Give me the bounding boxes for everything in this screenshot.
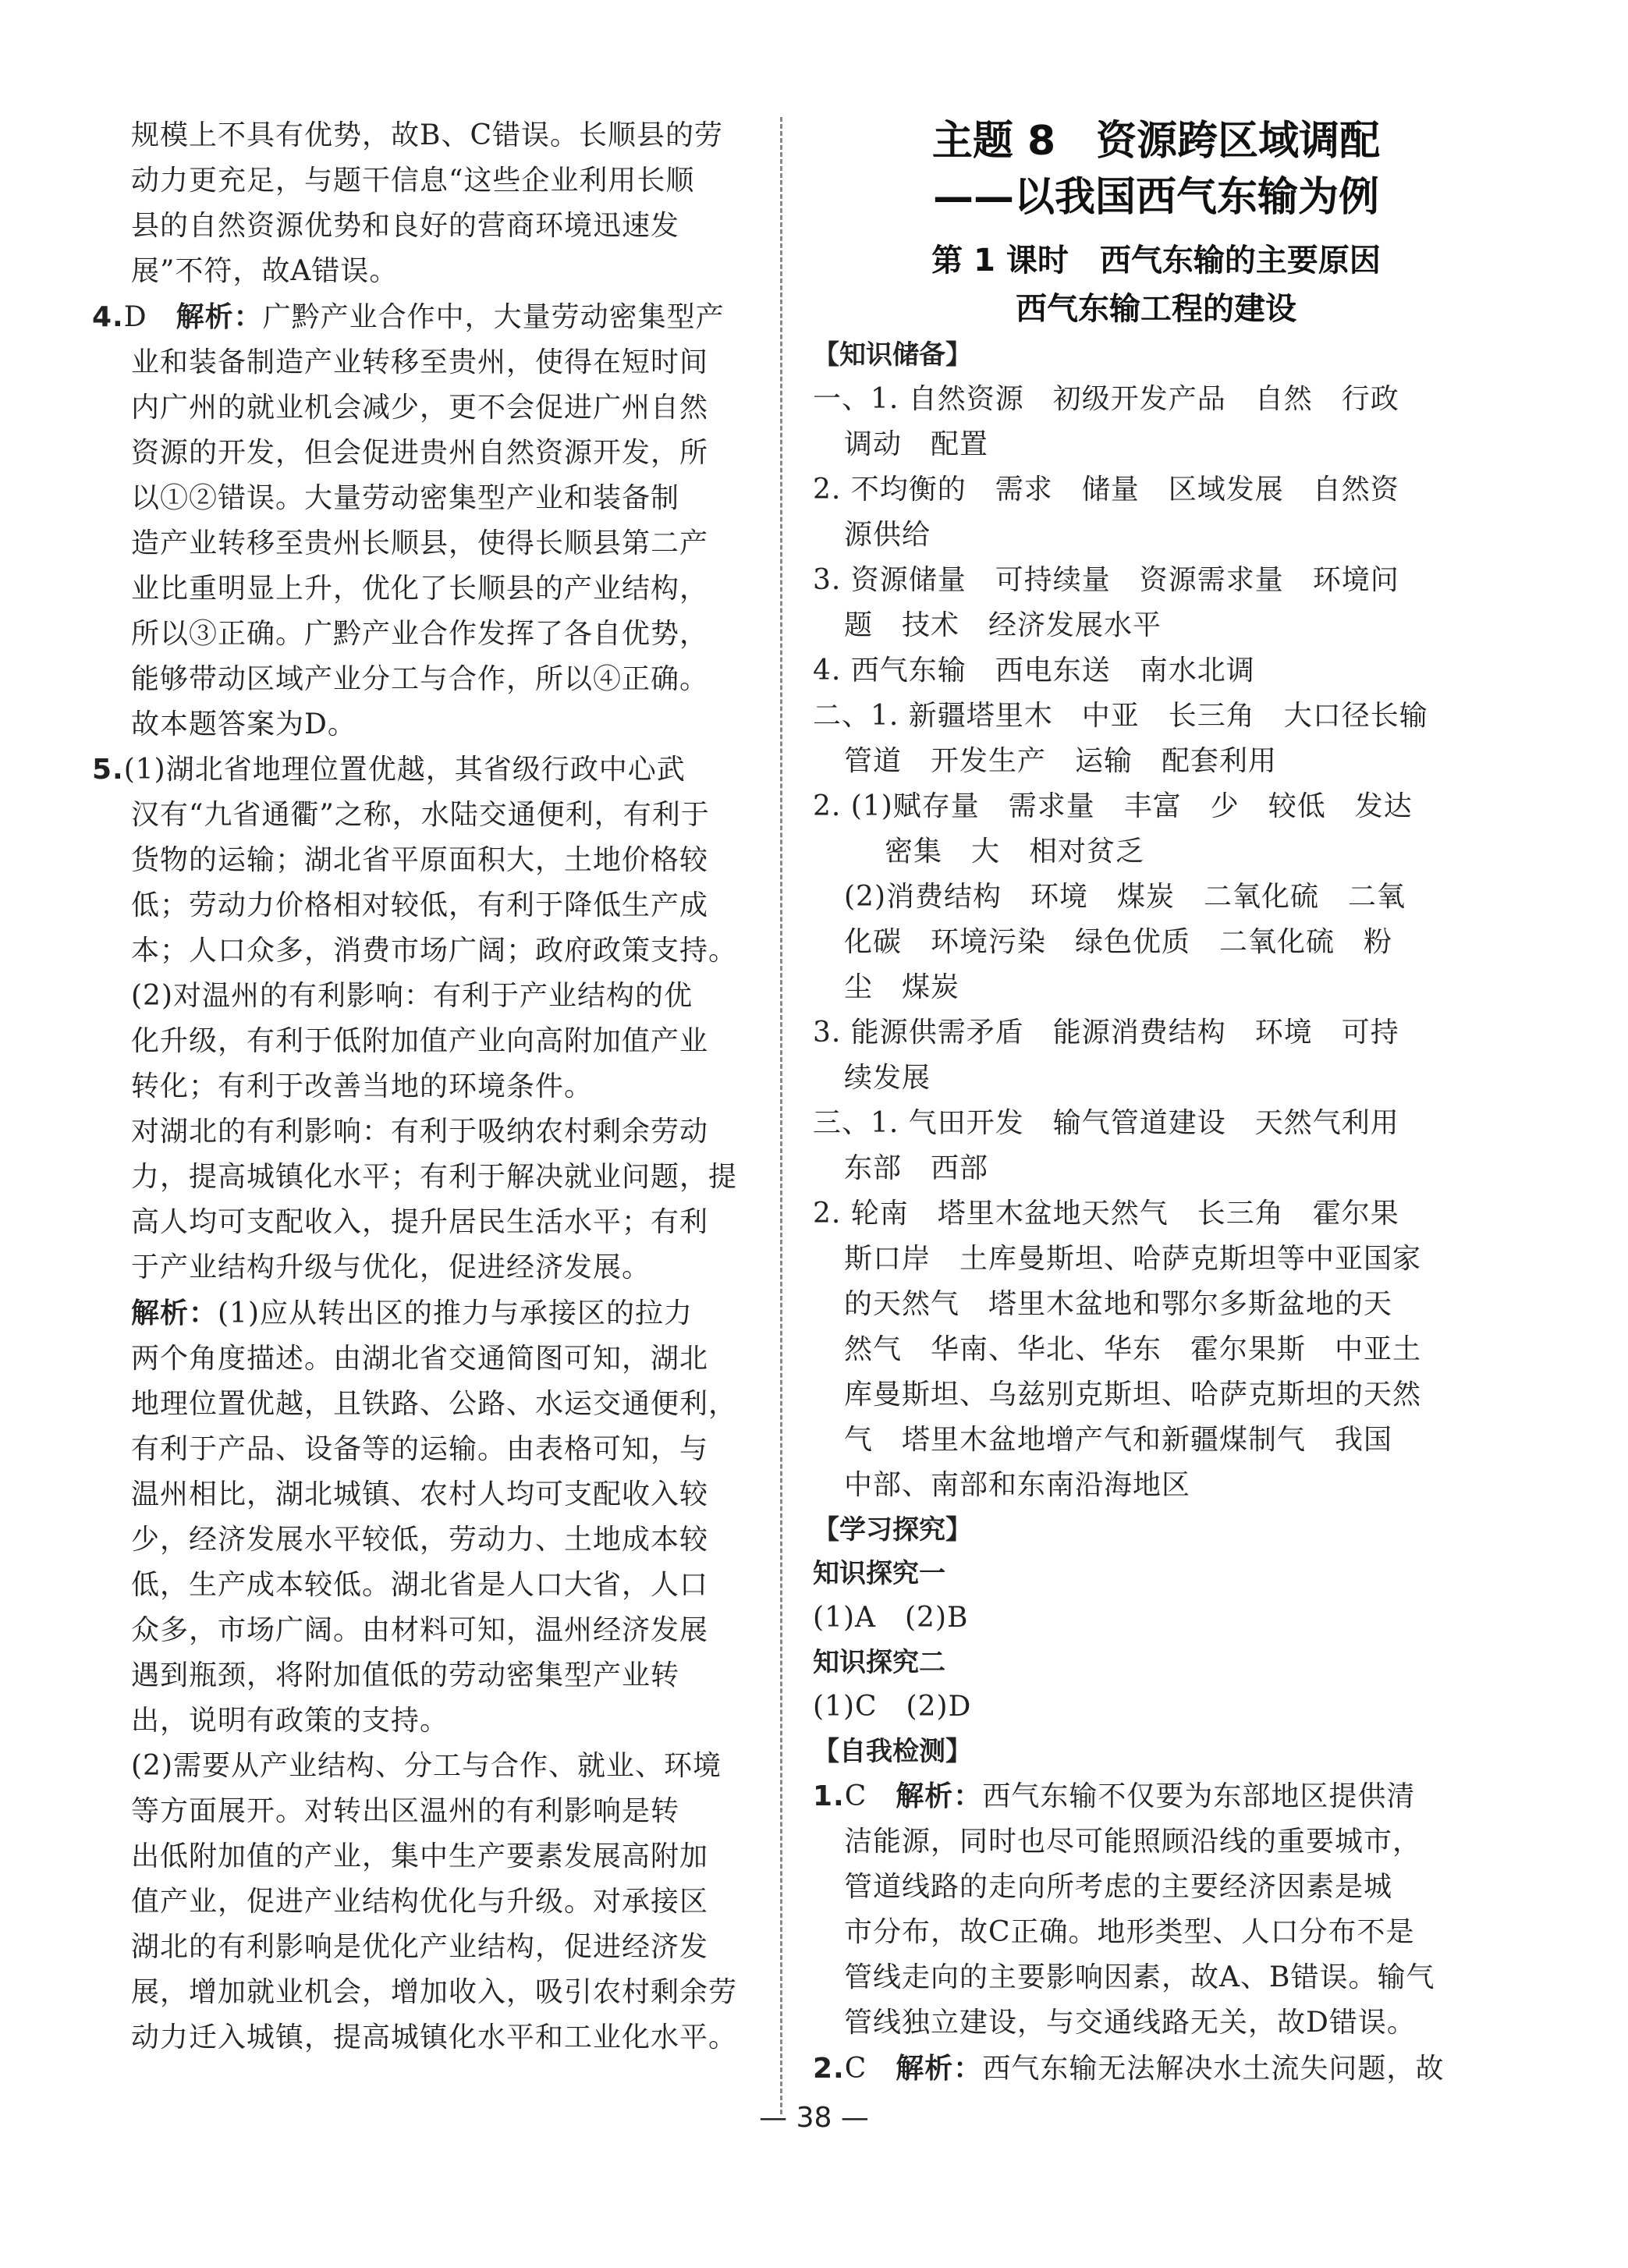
question-number: 2. (813, 2053, 845, 2085)
text-line: 货物的运输；湖北省平原面积大，土地价格较 (131, 844, 709, 876)
text-line: 本；人口众多，消费市场广阔；政府政策支持。 (131, 935, 738, 967)
knowledge-line: 中部、南部和东南沿海地区 (844, 1469, 1191, 1501)
selftest-question-1 (813, 1773, 1499, 2046)
text-line: 有利于产品、设备等的运输。由表格可知，与 (131, 1433, 709, 1465)
analysis-label: 解析： (896, 1780, 983, 1812)
knowledge-line: 2. 轮南 塔里木盆地天然气 长三角 霍尔果 (813, 1198, 1399, 1230)
analysis-label: 解析： (176, 300, 263, 333)
lesson-title: 第 1 课时 西气东输的主要原因 (931, 243, 1381, 279)
text-line: 故本题答案为D。 (131, 708, 356, 740)
knowledge-line: (2)消费结构 环境 煤炭 二氧化硫 二氧 (844, 881, 1406, 913)
answer-text: (1)湖北省地理位置优越，其省级行政中心武 (123, 754, 686, 786)
text-line: 动力迁入城镇，提高城镇化水平和工业化水平。 (131, 2021, 738, 2053)
analysis-text: 西气东输无法解决水土流失问题，故 (982, 2053, 1445, 2085)
right-column (813, 113, 1499, 2092)
text-line: 温州相比，湖北城镇、农村人均可支配收入较 (131, 1478, 709, 1510)
text-line: 展”不符，故A错误。 (131, 255, 399, 287)
analysis-text: 西气东输不仅要为东部地区提供清 (982, 1780, 1416, 1812)
question-number: 4. (92, 301, 124, 333)
knowledge-line: 二、1. 新疆塔里木 中亚 长三角 大口径长输 (813, 700, 1428, 732)
knowledge-line: 源供给 (844, 519, 931, 551)
text-line: 县的自然资源优势和良好的营商环境迅速发 (131, 210, 680, 242)
text-line: (2)需要从产业结构、分工与合作、就业、环境 (131, 1750, 722, 1782)
text-line: 造产业转移至贵州长顺县，使得长顺县第二产 (131, 527, 709, 559)
text-line: 对湖北的有利影响：有利于吸纳农村剩余劳动 (131, 1116, 709, 1148)
text-line: 等方面展开。对转出区温州的有利影响是转 (131, 1795, 680, 1827)
text-line: 众多，市场广阔。由材料可知，温州经济发展 (131, 1614, 709, 1646)
lesson-subtitle: 西气东输工程的建设 (1016, 291, 1296, 327)
text-line: 以①②错误。大量劳动密集型产业和装备制 (131, 482, 680, 514)
text-line: 规模上不具有优势，故B、C错误。长顺县的劳 (131, 119, 724, 151)
knowledge-line: 库曼斯坦、乌兹别克斯坦、哈萨克斯坦的天然 (844, 1379, 1422, 1411)
text-line: 市分布，故C正确。地形类型、人口分布不是 (844, 1916, 1415, 1948)
text-line: (2)对温州的有利影响：有利于产业结构的优 (131, 980, 693, 1012)
text-line: 所以③正确。广黔产业合作发挥了各自优势， (131, 618, 709, 650)
text-line: 地理位置优越，且铁路、公路、水运交通便利， (131, 1388, 738, 1420)
knowledge-line: 3. 资源储量 可持续量 资源需求量 环境问 (813, 564, 1399, 596)
knowledge-line: 气 塔里木盆地增产气和新疆煤制气 我国 (844, 1424, 1393, 1456)
text-line: 内广州的就业机会减少，更不会促进广州自然 (131, 392, 709, 424)
column-divider (780, 117, 782, 2114)
knowledge-line: 2. (1)赋存量 需求量 丰富 少 较低 发达 (813, 790, 1413, 822)
explore-2-title: 知识探究二 (813, 1647, 945, 1678)
answer-letter: D (123, 301, 147, 333)
text-line: 动力更充足，与题干信息“这些企业利用长顺 (131, 165, 695, 197)
text-line: 能够带动区域产业分工与合作，所以④正确。 (131, 663, 709, 695)
selftest-question-2 (813, 2046, 1499, 2092)
text-line: 于产业结构升级与优化，促进经济发展。 (131, 1251, 651, 1283)
theme-title: 主题 8 资源跨区域调配 (931, 118, 1381, 165)
text-line: 低；劳动力价格相对较低，有利于降低生产成 (131, 889, 709, 921)
text-line: 两个角度描述。由湖北省交通简图可知，湖北 (131, 1343, 709, 1375)
knowledge-line: 管道 开发生产 运输 配套利用 (844, 745, 1278, 777)
explore-1-answer: (1)A (2)B (813, 1602, 969, 1634)
text-line: 资源的开发，但会促进贵州自然资源开发，所 (131, 437, 709, 469)
intro-paragraph (92, 113, 755, 294)
text-line: 少，经济发展水平较低，劳动力、土地成本较 (131, 1524, 709, 1556)
section-knowledge: 【知识储备】 (813, 339, 972, 371)
knowledge-line: 三、1. 气田开发 输气管道建设 天然气利用 (813, 1107, 1399, 1139)
knowledge-line: 的天然气 塔里木盆地和鄂尔多斯盆地的天 (844, 1288, 1393, 1320)
page-number: — 38 — (759, 2102, 869, 2134)
analysis-text: 广黔产业合作中，大量劳动密集型产 (262, 301, 725, 333)
knowledge-line: 调动 配置 (844, 428, 989, 460)
knowledge-line: 4. 西气东输 西电东送 南水北调 (813, 655, 1255, 687)
text-line: 汉有“九省通衢”之称，水陆交通便利，有利于 (131, 799, 710, 831)
knowledge-line: 续发展 (844, 1062, 931, 1094)
text-line: 管线独立建设，与交通线路无关，故D错误。 (844, 2007, 1416, 2039)
analysis-text: (1)应从转出区的推力与承接区的拉力 (218, 1297, 693, 1329)
text-line: 出，说明有政策的支持。 (131, 1705, 449, 1737)
text-line: 业比重明显上升，优化了长顺县的产业结构， (131, 573, 709, 605)
question-5 (92, 747, 755, 2060)
text-line: 高人均可支配收入，提升居民生活水平；有利 (131, 1206, 709, 1238)
question-4 (92, 294, 755, 747)
explore-2-answer: (1)C (2)D (813, 1691, 972, 1723)
text-line: 管道线路的走向所考虑的主要经济因素是城 (844, 1871, 1393, 1903)
answer-letter: C (844, 2053, 867, 2085)
knowledge-line: 题 技术 经济发展水平 (844, 609, 1162, 641)
text-line: 出低附加值的产业，集中生产要素发展高附加 (131, 1840, 709, 1872)
knowledge-line: 斯口岸 土库曼斯坦、哈萨克斯坦等中亚国家 (844, 1243, 1422, 1275)
knowledge-line: 然气 华南、华北、华东 霍尔果斯 中亚土 (844, 1333, 1422, 1365)
knowledge-line: 3. 能源供需矛盾 能源消费结构 环境 可持 (813, 1017, 1399, 1049)
left-column (92, 113, 755, 2060)
knowledge-list (813, 377, 1499, 1508)
knowledge-line: 化碳 环境污染 绿色优质 二氧化硫 粉 (844, 926, 1393, 958)
section-selftest: 【自我检测】 (813, 1736, 972, 1767)
answer-letter: C (844, 1780, 867, 1812)
text-line: 业和装备制造产业转移至贵州，使得在短时间 (131, 346, 709, 378)
question-number: 1. (813, 1780, 845, 1812)
text-line: 管线走向的主要影响因素，故A、B错误。输气 (844, 1961, 1435, 1993)
text-line: 低，生产成本较低。湖北省是人口大省，人口 (131, 1569, 709, 1601)
text-line: 洁能源，同时也尽可能照顾沿线的重要城市， (844, 1826, 1422, 1858)
analysis-label: 解析： (131, 1297, 218, 1329)
question-number: 5. (92, 754, 124, 786)
text-line: 值产业，促进产业结构优化与升级。对承接区 (131, 1886, 709, 1918)
knowledge-line: 东部 西部 (844, 1152, 989, 1184)
section-study: 【学习探究】 (813, 1514, 972, 1546)
text-line: 转化；有利于改善当地的环境条件。 (131, 1070, 594, 1102)
text-line: 湖北的有利影响是优化产业结构，促进经济发 (131, 1931, 709, 1963)
text-line: 遇到瓶颈，将附加值低的劳动密集型产业转 (131, 1659, 680, 1691)
text-line: 展，增加就业机会，增加收入，吸引农村剩余劳 (131, 1976, 738, 2008)
knowledge-line: 一、1. 自然资源 初级开发产品 自然 行政 (813, 383, 1399, 415)
theme-subtitle: ——以我国西气东输为例 (932, 174, 1379, 221)
analysis-label: 解析： (896, 2052, 983, 2085)
explore-1-title: 知识探究一 (813, 1558, 945, 1589)
text-line: 化升级，有利于低附加值产业向高附加值产业 (131, 1025, 709, 1057)
knowledge-line: 密集 大 相对贫乏 (885, 836, 1145, 868)
knowledge-line: 2. 不均衡的 需求 储量 区域发展 自然资 (813, 474, 1399, 506)
text-line: 力，提高城镇化水平；有利于解决就业问题，提 (131, 1161, 738, 1193)
knowledge-line: 尘 煤炭 (844, 971, 960, 1003)
